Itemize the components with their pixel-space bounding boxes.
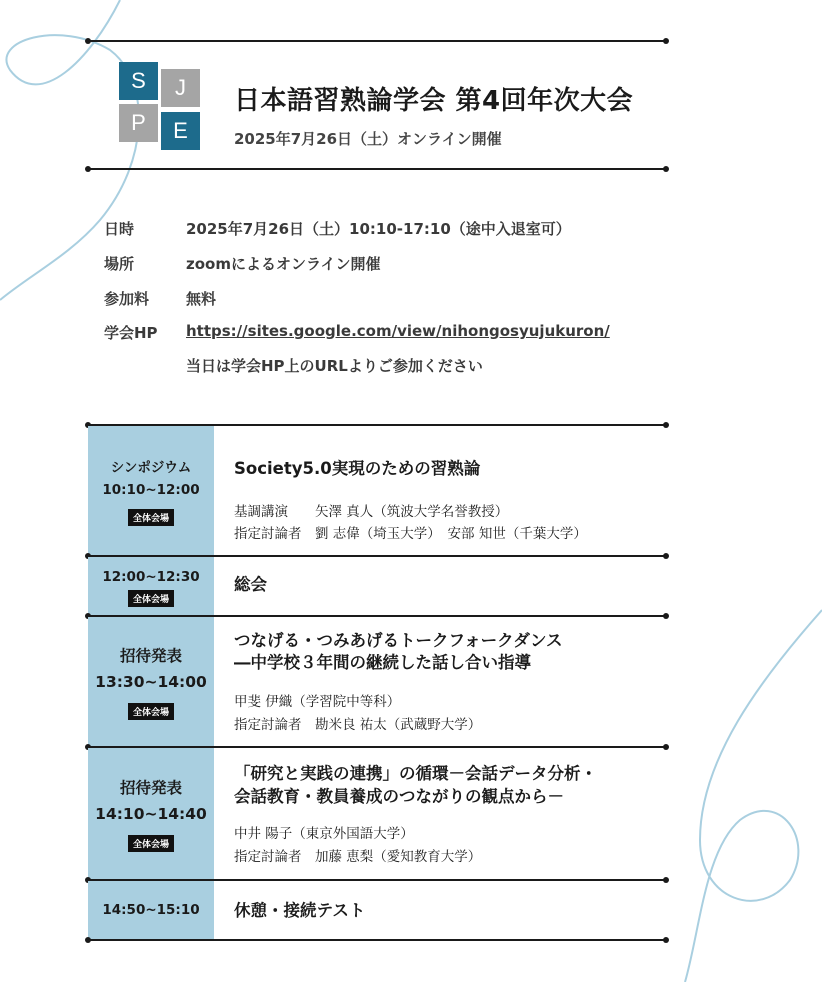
program-row-2-venue-badge: 全体会場: [128, 590, 174, 607]
program-row-3-title-line-1: つなげる・つみあげるトークフォークダンス: [234, 631, 563, 650]
program-row-3-time: 13:30~14:00: [95, 673, 207, 691]
conference-title: 日本語習熟論学会 第4回年次大会: [234, 86, 634, 116]
program-row-3-time-cell: [88, 617, 214, 746]
place-value: zoomによるオンライン開催: [186, 255, 381, 273]
bottom-right-curve: [685, 610, 822, 982]
program-row-4-title-line-2: 会話教育・教員養成のつながりの観点から－: [234, 787, 564, 806]
logo-letter-p: P: [119, 104, 158, 142]
program-row-2-time: 12:00~12:30: [102, 568, 200, 585]
date-value: 2025年7月26日（土）10:10-17:10（途中入退室可）: [186, 220, 571, 238]
program-row-4-title-line-1: 「研究と実践の連携」の循環－会話データ分析・: [234, 764, 597, 783]
program-row-1-title: Society5.0実現のための習熟論: [234, 459, 481, 478]
program-row-3-presenter: 甲斐 伊織（学習院中等科）: [234, 694, 401, 710]
fee-label: 参加料: [104, 290, 150, 308]
conference-subtitle: 2025年7月26日（土）オンライン開催: [234, 130, 502, 148]
program-row-5-time: 14:50~15:10: [102, 902, 200, 918]
program-row-3-venue-badge: 全体会場: [128, 703, 174, 720]
hp-label: 学会HP: [104, 324, 158, 342]
program-row-4-kind: 招待発表: [119, 779, 182, 797]
program-row-3-title-line-2: ―中学校３年間の継続した話し合い指導: [234, 653, 531, 672]
program-row-1-time: 10:10~12:00: [102, 481, 200, 498]
fee-value: 無料: [186, 290, 217, 308]
hp-note: 当日は学会HP上のURLよりご参加ください: [186, 357, 483, 375]
program-rule-5: [88, 939, 666, 941]
logo-letter-s: S: [119, 62, 158, 100]
program-row-2-title: 総会: [234, 575, 267, 594]
hp-link[interactable]: https://sites.google.com/view/nihongosyujukuron/: [186, 322, 610, 340]
date-label: 日時: [104, 220, 135, 238]
program-row-1-venue-badge: 全体会場: [128, 509, 174, 526]
program-row-1-discussants: 指定討論者 劉 志偉（埼玉大学） 安部 知世（千葉大学）: [234, 526, 587, 542]
program-row-1-kind: シンポジウム: [110, 459, 192, 476]
logo-letter-j: J: [161, 69, 200, 107]
program-row-1-keynote: 基調講演 矢澤 真人（筑波大学名誉教授）: [234, 504, 509, 520]
program-row-3-kind: 招待発表: [119, 647, 182, 665]
logo-letter-e: E: [161, 112, 200, 150]
header-top-rule: [88, 40, 666, 42]
program-row-2-time-cell: [88, 557, 214, 615]
program-row-4-venue-badge: 全体会場: [128, 835, 174, 852]
program-row-4-discussant: 指定討論者 加藤 恵梨（愛知教育大学）: [234, 849, 482, 865]
header-bottom-rule: [88, 168, 666, 170]
program-row-5-time-cell: [88, 881, 214, 939]
program-row-4-time-cell: [88, 748, 214, 879]
program-row-3-discussant: 指定討論者 勘米良 祐太（武蔵野大学）: [234, 717, 482, 733]
program-row-4-time: 14:10~14:40: [95, 805, 207, 823]
program-row-1-time-cell: [88, 426, 214, 556]
program-row-5-title: 休憩・接続テスト: [234, 901, 366, 920]
place-label: 場所: [104, 255, 135, 273]
program-row-4-presenter: 中井 陽子（東京外国語大学）: [234, 826, 414, 842]
